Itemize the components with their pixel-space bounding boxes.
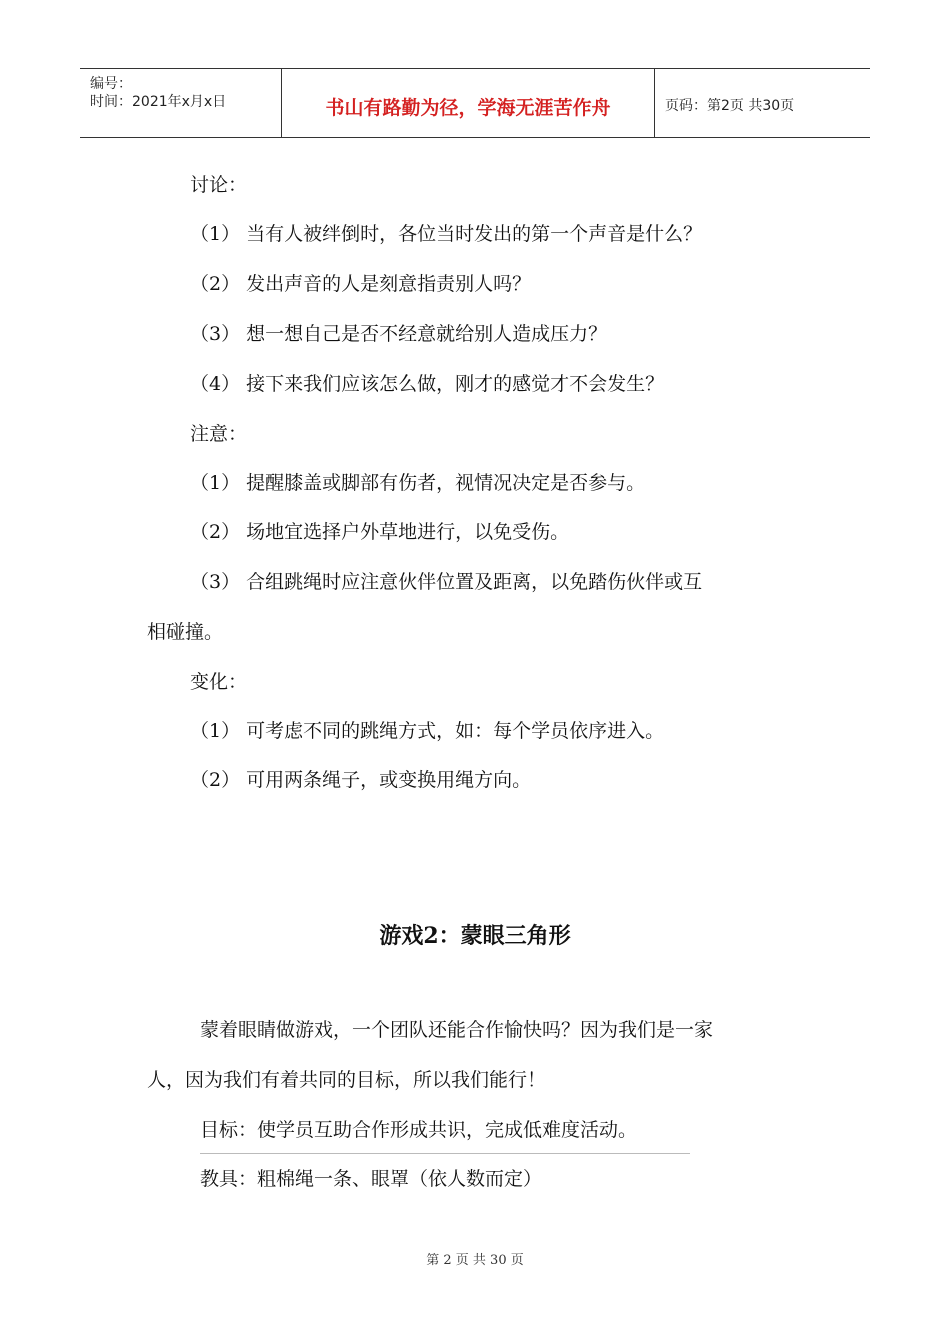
notes-heading: 注意：	[190, 423, 248, 445]
discussion-item-1: （1） 当有人被绊倒时，各位当时发出的第一个声音是什么？	[190, 223, 703, 245]
tools-line: 教具：粗棉绳一条、眼罩（依人数而定）	[200, 1168, 543, 1190]
discussion-heading: 讨论：	[190, 174, 248, 196]
notes-item-3: （3） 合组跳绳时应注意伙伴位置及距离，以免踏伤伙伴或互	[190, 571, 703, 593]
divider-line	[200, 1153, 690, 1154]
header-motto-cell	[282, 69, 655, 137]
variation-item-1: （1） 可考虑不同的跳绳方式，如：每个学员依序进入。	[190, 720, 665, 742]
intro-line-2: 人，因为我们有着共同的目标，所以我们能行！	[147, 1069, 547, 1091]
header-meta-cell	[80, 69, 282, 137]
page-footer: 第 2 页 共 30 页	[426, 1253, 524, 1268]
notes-item-3-cont: 相碰撞。	[147, 621, 224, 643]
variation-item-2: （2） 可用两条绳子，或变换用绳方向。	[190, 769, 532, 791]
notes-item-2: （2） 场地宜选择户外草地进行，以免受伤。	[190, 521, 570, 543]
discussion-item-4: （4） 接下来我们应该怎么做，刚才的感觉才不会发生？	[190, 373, 665, 395]
header-page-cell	[655, 69, 870, 137]
discussion-item-3: （3） 想一想自己是否不经意就给别人造成压力？	[190, 323, 608, 345]
header-motto: 书山有路勤为径，学海无涯苦作舟	[325, 97, 611, 119]
intro-line-1: 蒙着眼睛做游戏，一个团队还能合作愉快吗？因为我们是一家	[200, 1019, 714, 1041]
goal-line: 目标：使学员互助合作形成共识，完成低难度活动。	[200, 1119, 638, 1141]
date-label: 时间：2021年x月x日	[90, 94, 227, 110]
header-page-info: 页码：第2页 共30页	[665, 98, 795, 114]
game-title: 游戏2：蒙眼三角形	[379, 923, 571, 949]
variation-heading: 变化：	[190, 671, 248, 693]
discussion-item-2: （2） 发出声音的人是刻意指责别人吗？	[190, 273, 532, 295]
page-header	[80, 68, 870, 138]
number-label: 编号：	[90, 76, 132, 92]
notes-item-1: （1） 提醒膝盖或脚部有伤者，视情况决定是否参与。	[190, 472, 646, 494]
